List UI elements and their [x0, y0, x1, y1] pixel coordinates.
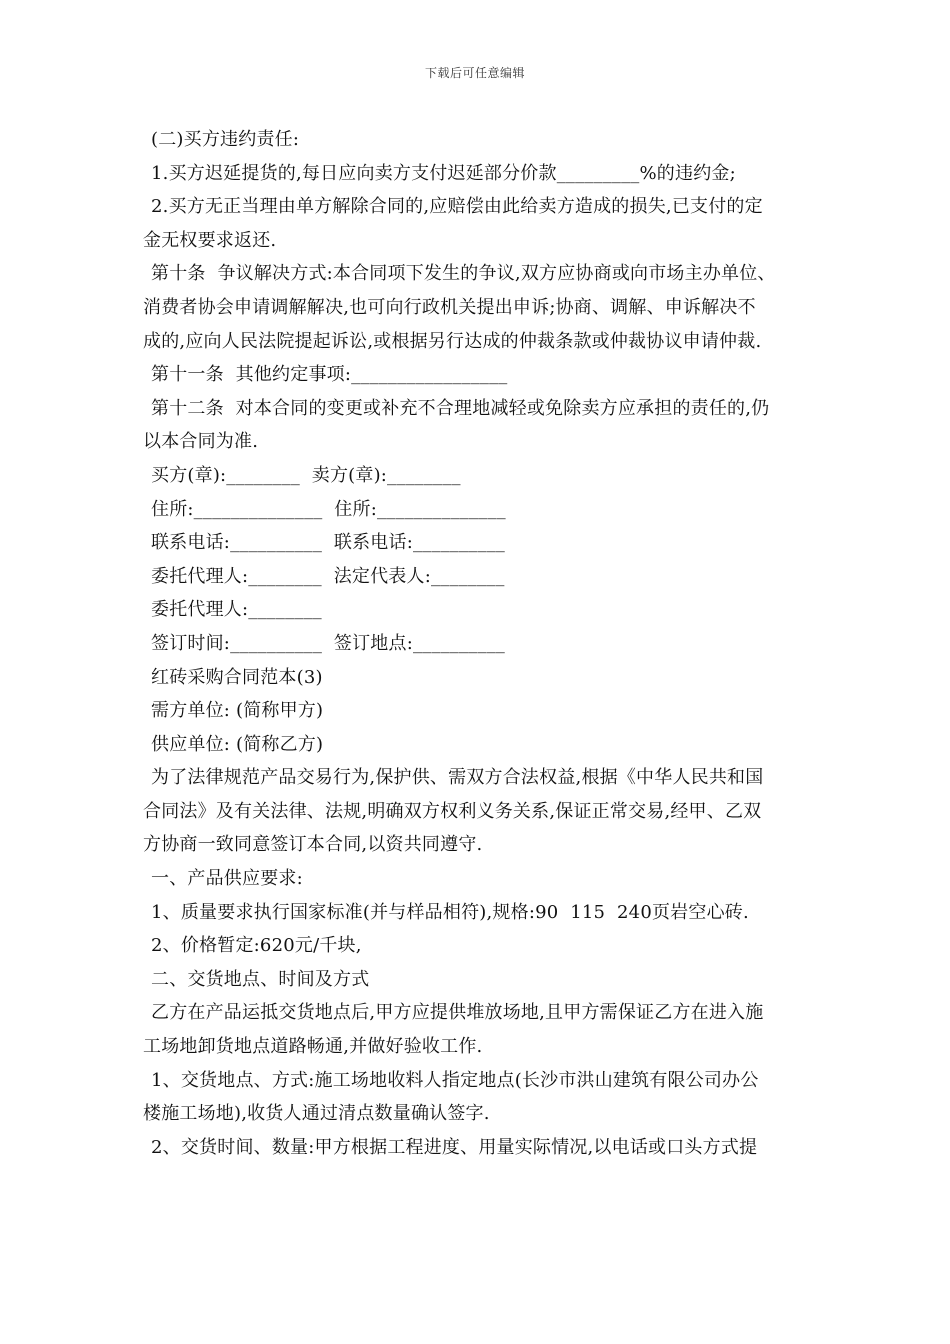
document-line: 第十二条 对本合同的变更或补充不合理地减轻或免除卖方应承担的责任的,仍: [151, 397, 770, 419]
document-line: 2、价格暂定:620元/千块,: [151, 935, 362, 957]
document-line: 第十条 争议解决方式:本合同项下发生的争议,双方应协商或向市场主办单位、: [151, 263, 776, 285]
document-line: (二)买方违约责任:: [151, 129, 300, 150]
page-header: 下载后可任意编辑: [424, 66, 525, 80]
document-line: 2、交货时间、数量:甲方根据工程进度、用量实际情况,以电话或口头方式提: [151, 1136, 758, 1158]
document-line: 签订时间:__________ 签订地点:__________: [151, 632, 505, 654]
document-line: 需方单位: (简称甲方): [151, 700, 324, 722]
document-line: 工场地卸货地点道路畅通,并做好验收工作.: [143, 1036, 483, 1058]
document-body: [143, 123, 823, 1164]
document-line: 红砖采购合同范本(3): [151, 666, 323, 688]
document-line: 1、交货地点、方式:施工场地收料人指定地点(长沙市洪山建筑有限公司办公: [151, 1069, 759, 1091]
document-line: 楼施工场地),收货人通过清点数量确认签字.: [143, 1103, 490, 1125]
document-line: 方协商一致同意签订本合同,以资共同遵守.: [143, 834, 483, 856]
document-line: 委托代理人:________: [151, 599, 322, 621]
document-line: 乙方在产品运抵交货地点后,甲方应提供堆放场地,且甲方需保证乙方在进入施: [151, 1002, 764, 1024]
document-line: 买方(章):________ 卖方(章):________: [151, 464, 461, 486]
document-line: 第十一条 其他约定事项:_________________: [151, 364, 508, 386]
document-line: 以本合同为准.: [143, 431, 259, 453]
document-line: 1、质量要求执行国家标准(并与样品相符),规格:90 115 240页岩空心砖.: [151, 901, 749, 923]
document-line: 消费者协会申请调解解决,也可向行政机关提出申诉;协商、调解、申诉解决不: [143, 296, 756, 318]
document-line: 合同法》及有关法律、法规,明确双方权利义务关系,保证正常交易,经甲、乙双: [143, 800, 762, 822]
document-line: 金无权要求返还.: [143, 229, 277, 251]
document-line: 二、交货地点、时间及方式: [151, 968, 370, 990]
document-line: 1.买方迟延提货的,每日应向卖方支付迟延部分价款_________%的违约金;: [151, 162, 736, 184]
document-line: 住所:______________ 住所:______________: [151, 498, 506, 520]
document-line: 联系电话:__________ 联系电话:__________: [151, 532, 505, 554]
document-line: 为了法律规范产品交易行为,保护供、需双方合法权益,根据《中华人民共和国: [151, 767, 764, 789]
document-line: 2.买方无正当理由单方解除合同的,应赔偿由此给卖方造成的损失,已支付的定: [151, 196, 763, 218]
document-line: 供应单位: (简称乙方): [151, 733, 324, 755]
document-line: 委托代理人:________ 法定代表人:________: [151, 565, 505, 587]
document-line: 成的,应向人民法院提起诉讼,或根据另行达成的仲裁条款或仲裁协议申请仲裁.: [143, 330, 762, 352]
document-line: 一、产品供应要求:: [151, 868, 303, 890]
